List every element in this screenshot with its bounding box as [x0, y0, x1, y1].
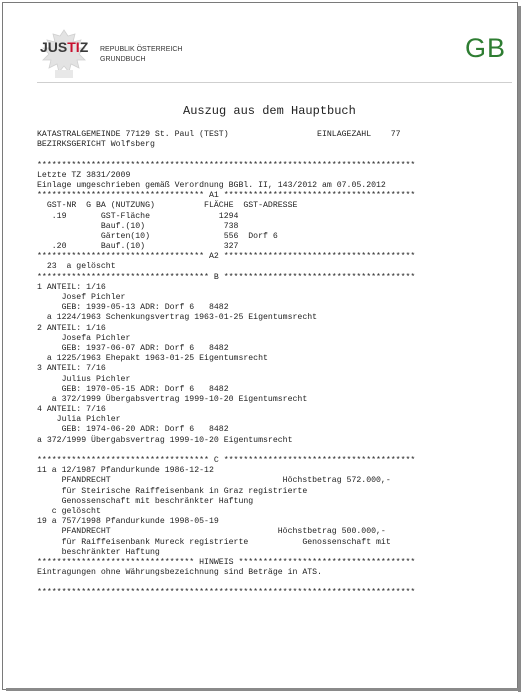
document-line: Julia Pichler: [37, 415, 121, 425]
document-line: [37, 446, 415, 456]
document-line: 2 ANTEIL: 1/16: [37, 323, 106, 333]
eagle-icon: [35, 26, 93, 84]
document-body: [37, 130, 415, 599]
document-line: Letzte TZ 3831/2009: [37, 170, 131, 180]
document-line: c gelöscht: [37, 506, 101, 516]
justiz-wordmark: JUSTIZ: [40, 39, 89, 55]
gb-badge: GB: [465, 33, 507, 63]
document-line: Josefa Pichler: [37, 333, 131, 343]
document-line: Julius Pichler: [37, 374, 131, 384]
document-line: Bauf.(10) 738: [37, 221, 239, 231]
document-line: 23 a gelöscht: [37, 262, 116, 272]
document-line: [37, 150, 415, 160]
document-line: a 1224/1963 Schenkungsvertrag 1963-01-25 Eigentumsrecht: [37, 313, 318, 323]
document-line: [37, 578, 415, 588]
section-divider-line: *****************************************************************************: [37, 160, 416, 170]
page-shadow-bottom: [6, 688, 521, 691]
document-line: GST-NR G BA (NUTZUNG) FLÄCHE GST-ADRESSE: [37, 201, 298, 211]
document-line: für Raiffeisenbank Mureck registrierte Genossenschaft mit: [37, 537, 391, 547]
document-line: 1 ANTEIL: 1/16: [37, 282, 106, 292]
document-line: .20 Bauf.(10) 327: [37, 242, 239, 252]
document-line: Einlage umgeschrieben gemäß Verordnung BGBl. II, 143/2012 am 07.05.2012: [37, 180, 386, 190]
document-line: 4 ANTEIL: 7/16: [37, 405, 106, 415]
document-line: PFANDRECHT Höchstbetrag 500.000,-: [37, 527, 386, 537]
section-divider-line: *****************************************************************************: [37, 588, 416, 598]
document-line: PFANDRECHT Höchstbetrag 572.000,-: [37, 476, 391, 486]
section-divider-line: ********************************** A2 ***************************************: [37, 252, 416, 262]
page-title: Auszug aus dem Hauptbuch: [183, 104, 356, 118]
section-divider-line: *********************************** C ***************************************: [37, 456, 416, 465]
organization-name: [100, 45, 182, 65]
document-line: Gärten(10) 556 Dorf 6: [37, 231, 278, 241]
document-line: Josef Pichler: [37, 293, 126, 302]
document-line: Eintragungen ohne Währungsbezeichnung sind Beträge in ATS.: [37, 568, 322, 578]
document-line: a 372/1999 Übergabsvertrag 1999-10-20 Eigentumsrecht: [37, 435, 293, 445]
document-line: für Steirische Raiffeisenbank in Graz registrierte: [37, 486, 308, 496]
document-line: Genossenschaft mit beschränkter Haftung: [37, 496, 254, 506]
header-divider: [37, 82, 512, 83]
document-line: 19 a 757/1998 Pfandurkunde 1998-05-19: [37, 517, 219, 527]
document-line: KATASTRALGEMEINDE 77129 St. Paul (TEST) EINLAGEZAHL 77: [37, 130, 401, 139]
section-divider-line: *********************************** B ***************************************: [37, 272, 416, 282]
document-page: [2, 2, 518, 690]
justiz-logo: [35, 26, 93, 84]
document-line: GEB: 1937-06-07 ADR: Dorf 6 8482: [37, 343, 229, 353]
document-line: 3 ANTEIL: 7/16: [37, 364, 106, 374]
page-shadow-right: [518, 6, 521, 692]
document-line: GEB: 1974-06-20 ADR: Dorf 6 8482: [37, 425, 229, 435]
document-line: .19 GST-Fläche 1294: [37, 211, 239, 221]
document-line: GEB: 1939-05-13 ADR: Dorf 6 8482: [37, 303, 229, 313]
document-line: 11 a 12/1987 Pfandurkunde 1986-12-12: [37, 466, 214, 476]
org-line-republic: REPUBLIK ÖSTERREICH: [100, 46, 183, 53]
document-line: beschränkter Haftung: [37, 547, 160, 557]
section-divider-line: ********************************** A1 ***************************************: [37, 191, 416, 201]
document-line: a 1225/1963 Ehepakt 1963-01-25 Eigentumsrecht: [37, 354, 268, 364]
document-line: a 372/1999 Übergabsvertrag 1999-10-20 Eigentumsrecht: [37, 394, 308, 404]
document-line: GEB: 1970-05-15 ADR: Dorf 6 8482: [37, 384, 229, 394]
section-divider-line: ******************************** HINWEIS ************************************: [37, 557, 416, 567]
document-line: BEZIRKSGERICHT Wolfsberg: [37, 140, 155, 150]
org-line-grundbuch: GRUNDBUCH: [100, 56, 146, 63]
